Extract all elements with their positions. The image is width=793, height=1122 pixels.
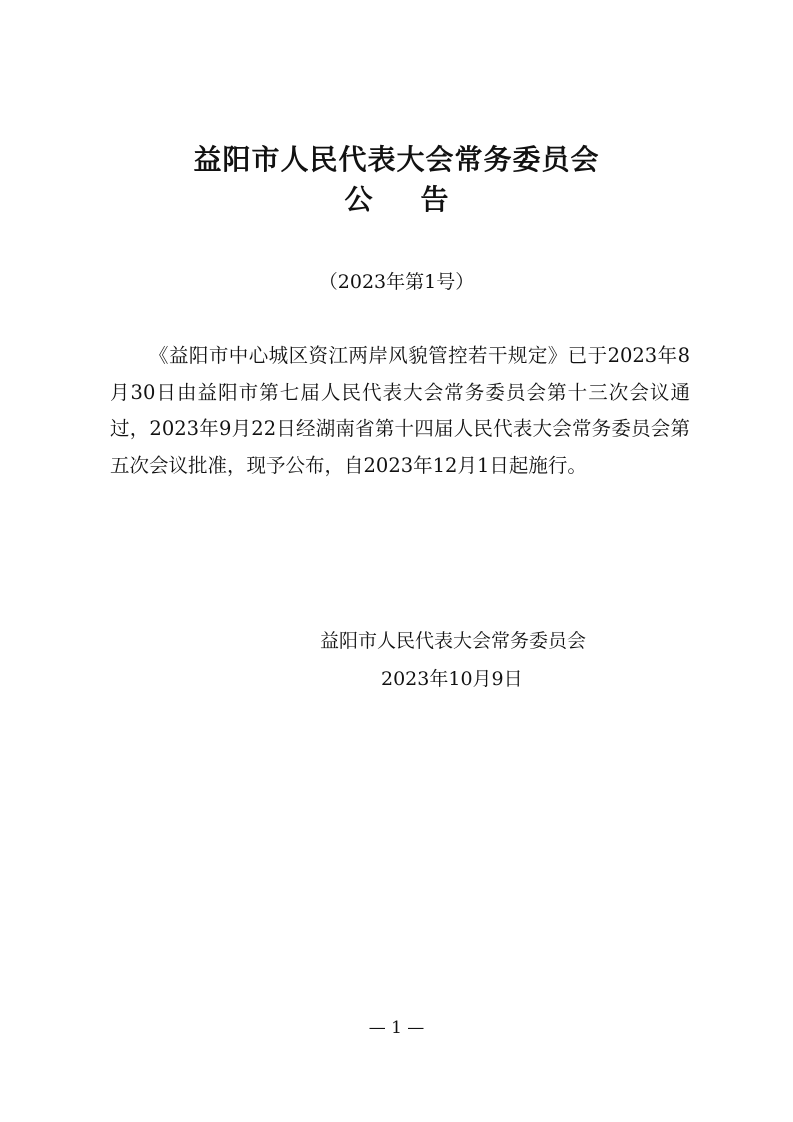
page-number: — 1 —	[368, 1018, 425, 1038]
document-type-heading	[0, 178, 793, 218]
heading-char-1: 公	[344, 183, 373, 216]
heading-char-2: 告	[420, 183, 449, 216]
issue-date: 2023年10月9日	[381, 668, 523, 690]
document-number: （2023年第1号）	[318, 271, 475, 293]
announcement-body: 《益阳市中心城区资江两岸风貌管控若干规定》已于2023年8月30日由益阳市第七届人民代表大会常务委员会第十三次会议通过，2023年9月22日经湖南省第十四届人民代表大会常务委员会第五次会议批准，现予公布，自2023年12月1日起施行。	[110, 344, 690, 477]
issuing-authority: 益阳市人民代表大会常务委员会	[320, 630, 587, 652]
document-title: 益阳市人民代表大会常务委员会	[193, 143, 600, 176]
